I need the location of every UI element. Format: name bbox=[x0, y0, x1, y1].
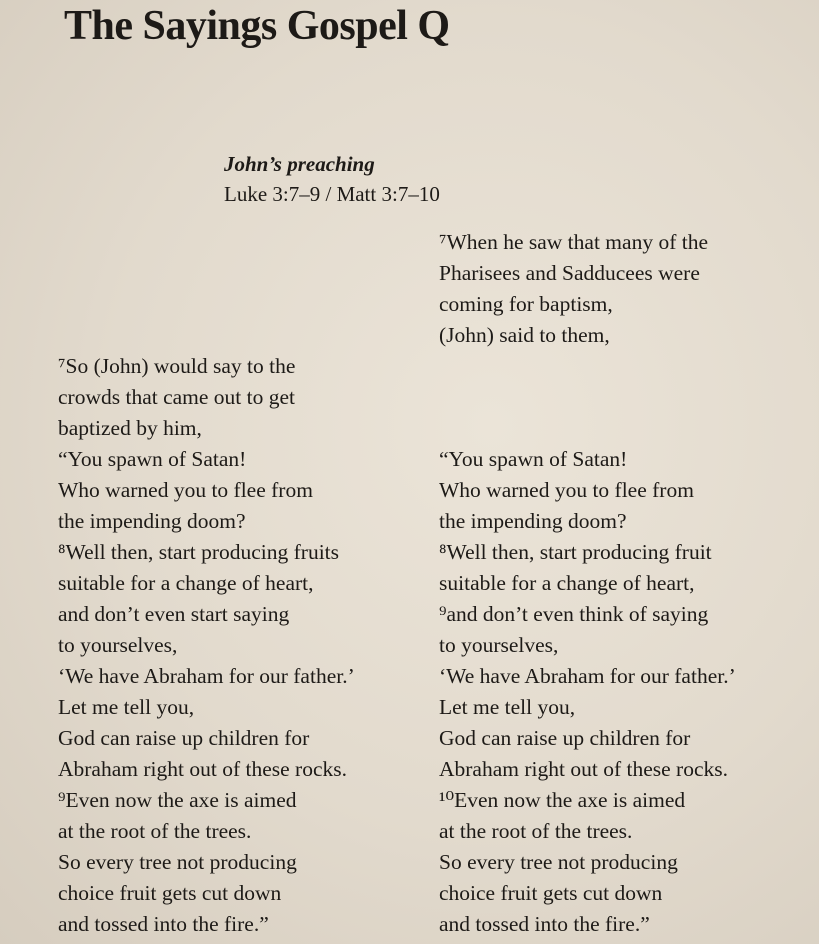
luke-line: ⁷So (John) would say to the bbox=[58, 354, 296, 378]
luke-column bbox=[58, 227, 428, 940]
luke-spacer bbox=[58, 258, 428, 289]
luke-line: “You spawn of Satan! bbox=[58, 447, 247, 471]
matthew-line: God can raise up children for bbox=[439, 726, 691, 750]
luke-line: Abraham right out of these rocks. bbox=[58, 757, 347, 781]
luke-line: Let me tell you, bbox=[58, 695, 195, 719]
matthew-line: and tossed into the fire.” bbox=[439, 912, 650, 936]
luke-line: at the root of the trees. bbox=[58, 819, 252, 843]
luke-line: Who warned you to flee from bbox=[58, 478, 313, 502]
matthew-line: ⁸Well then, start producing fruit bbox=[439, 540, 712, 564]
matthew-line: coming for baptism, bbox=[439, 292, 613, 316]
matthew-line: So every tree not producing bbox=[439, 850, 678, 874]
matthew-line: to yourselves, bbox=[439, 633, 559, 657]
luke-line: ⁹Even now the axe is aimed bbox=[58, 788, 297, 812]
luke-line: So every tree not producing bbox=[58, 850, 297, 874]
page-title: The Sayings Gospel Q bbox=[64, 3, 450, 49]
luke-spacer bbox=[58, 289, 428, 320]
matthew-line: suitable for a change of heart, bbox=[439, 571, 695, 595]
matthew-line: ⁹and don’t even think of saying bbox=[439, 602, 709, 626]
luke-line: the impending doom? bbox=[58, 509, 246, 533]
matthew-line: “You spawn of Satan! bbox=[439, 447, 628, 471]
matthew-line: choice fruit gets cut down bbox=[439, 881, 663, 905]
luke-line: suitable for a change of heart, bbox=[58, 571, 314, 595]
luke-line: and tossed into the fire.” bbox=[58, 912, 269, 936]
luke-line: ‘We have Abraham for our father.’ bbox=[58, 664, 355, 688]
matthew-line: ‘We have Abraham for our father.’ bbox=[439, 664, 736, 688]
matthew-line: (John) said to them, bbox=[439, 323, 610, 347]
matthew-spacer bbox=[439, 382, 809, 413]
matthew-line: ⁷When he saw that many of the bbox=[439, 230, 708, 254]
luke-spacer bbox=[58, 227, 428, 258]
matthew-spacer bbox=[439, 351, 809, 382]
luke-spacer bbox=[58, 320, 428, 351]
matthew-column bbox=[439, 227, 809, 940]
luke-line: baptized by him, bbox=[58, 416, 202, 440]
matthew-line: Who warned you to flee from bbox=[439, 478, 694, 502]
matthew-line: Pharisees and Sadducees were bbox=[439, 261, 700, 285]
section-title: John’s preaching bbox=[224, 152, 375, 176]
matthew-line: at the root of the trees. bbox=[439, 819, 633, 843]
luke-line: choice fruit gets cut down bbox=[58, 881, 282, 905]
matthew-line: Abraham right out of these rocks. bbox=[439, 757, 728, 781]
section-reference: Luke 3:7–9 / Matt 3:7–10 bbox=[224, 182, 440, 206]
matthew-spacer bbox=[439, 413, 809, 444]
luke-line: crowds that came out to get bbox=[58, 385, 296, 409]
luke-line: to yourselves, bbox=[58, 633, 178, 657]
matthew-line: the impending doom? bbox=[439, 509, 627, 533]
matthew-line: ¹⁰Even now the axe is aimed bbox=[439, 788, 686, 812]
luke-line: God can raise up children for bbox=[58, 726, 310, 750]
luke-line: ⁸Well then, start producing fruits bbox=[58, 540, 340, 564]
luke-line: and don’t even start saying bbox=[58, 602, 290, 626]
matthew-line: Let me tell you, bbox=[439, 695, 576, 719]
